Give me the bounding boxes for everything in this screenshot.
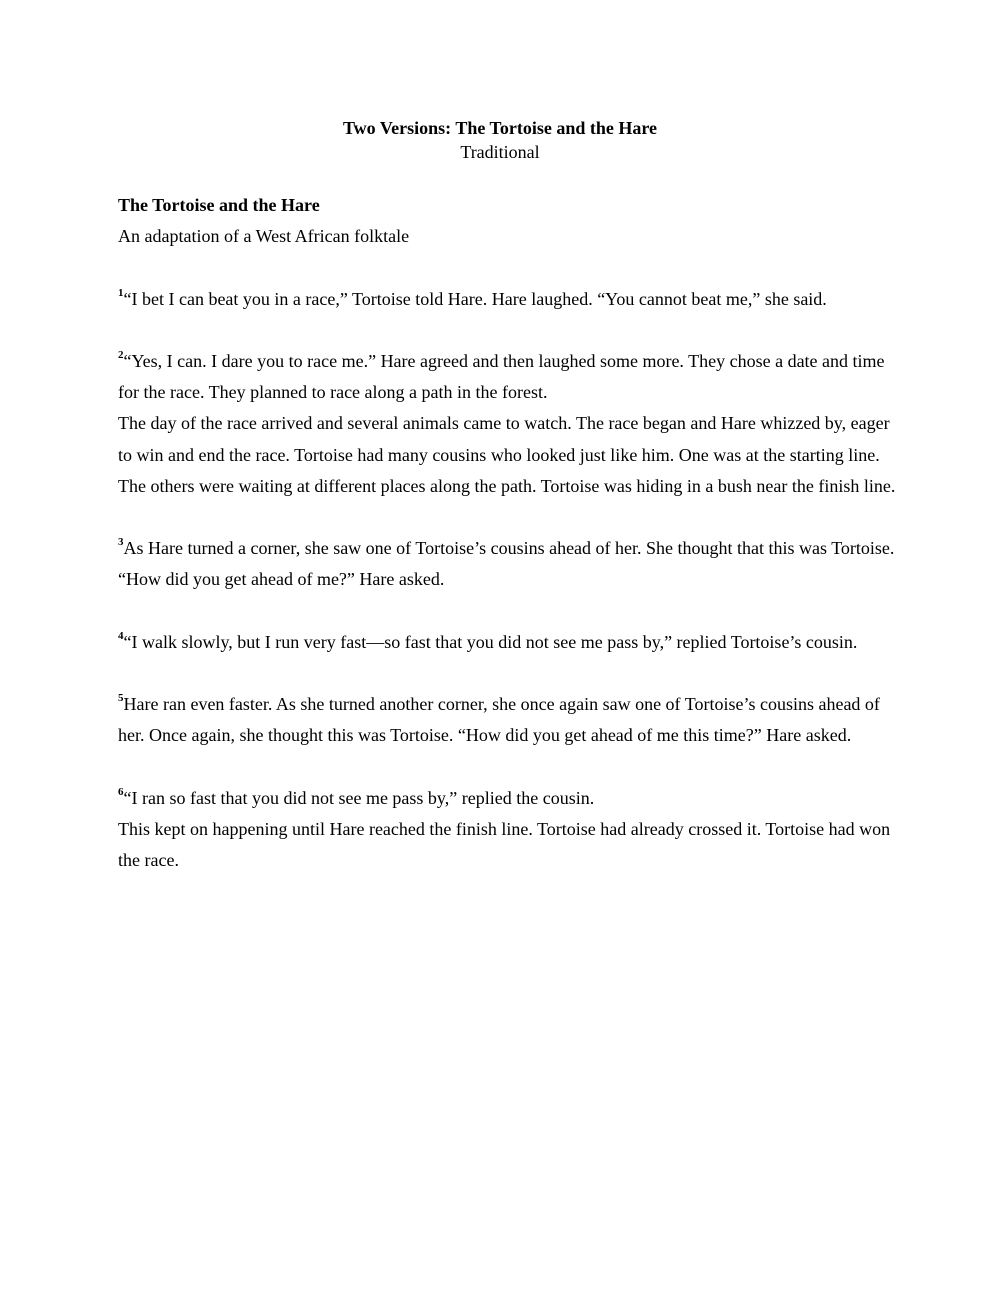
paragraph-text: “I ran so fast that you did not see me pass by,” replied the cousin. xyxy=(123,787,595,808)
paragraph-text: “I walk slowly, but I run very fast—so fast that you did not see me pass by,” replied Tortoise’s cousin. xyxy=(123,631,858,652)
paragraph-number: 2 xyxy=(118,348,124,361)
spacer xyxy=(118,752,898,783)
spacer xyxy=(118,596,898,627)
paragraph-2 xyxy=(118,346,898,408)
spacer xyxy=(118,658,898,689)
paragraph-text: This kept on happening until Hare reached the finish line. Tortoise had already crossed it. Tortoise had won the race. xyxy=(118,818,891,871)
paragraph-text: The day of the race arrived and several animals came to watch. The race began and Hare whizzed by, eager to win and end the race. Tortoise had many cousins who looked just like him. One was at the starting line. The others were waiting at different places along the path. Tortoise was hiding in a bush near the finish line. xyxy=(118,413,896,496)
paragraph-3 xyxy=(118,533,898,595)
paragraph-number: 5 xyxy=(118,692,124,705)
spacer xyxy=(118,252,898,283)
paragraph-number: 4 xyxy=(118,629,124,642)
document-title: Two Versions: The Tortoise and the Hare xyxy=(342,118,658,138)
story-body xyxy=(118,190,898,876)
document-header xyxy=(0,116,1000,164)
paragraph-5 xyxy=(118,689,898,751)
paragraph-text: “Yes, I can. I dare you to race me.” Hare agreed and then laughed some more. They chose a date and time for the race. They planned to race along a path in the forest. xyxy=(118,350,885,403)
spacer xyxy=(118,315,898,346)
paragraph-number: 1 xyxy=(118,286,124,299)
spacer xyxy=(118,502,898,533)
story-title: The Tortoise and the Hare xyxy=(118,195,320,215)
paragraph-2-continued xyxy=(118,408,898,502)
paragraph-1 xyxy=(118,284,898,315)
paragraph-4 xyxy=(118,627,898,658)
paragraph-text: “I bet I can beat you in a race,” Tortoise told Hare. Hare laughed. “You cannot beat me,” she said. xyxy=(123,288,827,309)
paragraph-6-continued xyxy=(118,814,898,876)
paragraph-text: Hare ran even faster. As she turned another corner, she once again saw one of Tortoise’s cousins ahead of her. Once again, she thought this was Tortoise. “How did you get ahead of me this time?” Hare asked. xyxy=(118,694,880,746)
paragraph-number: 3 xyxy=(118,536,124,549)
story-source: An adaptation of a West African folktale xyxy=(118,226,410,247)
document-subtitle: Traditional xyxy=(460,142,540,162)
paragraph-6 xyxy=(118,783,898,814)
paragraph-number: 6 xyxy=(118,785,124,798)
paragraph-text: As Hare turned a corner, she saw one of Tortoise’s cousins ahead of her. She thought that this was Tortoise. “How did you get ahead of me?” Hare asked. xyxy=(118,538,895,590)
